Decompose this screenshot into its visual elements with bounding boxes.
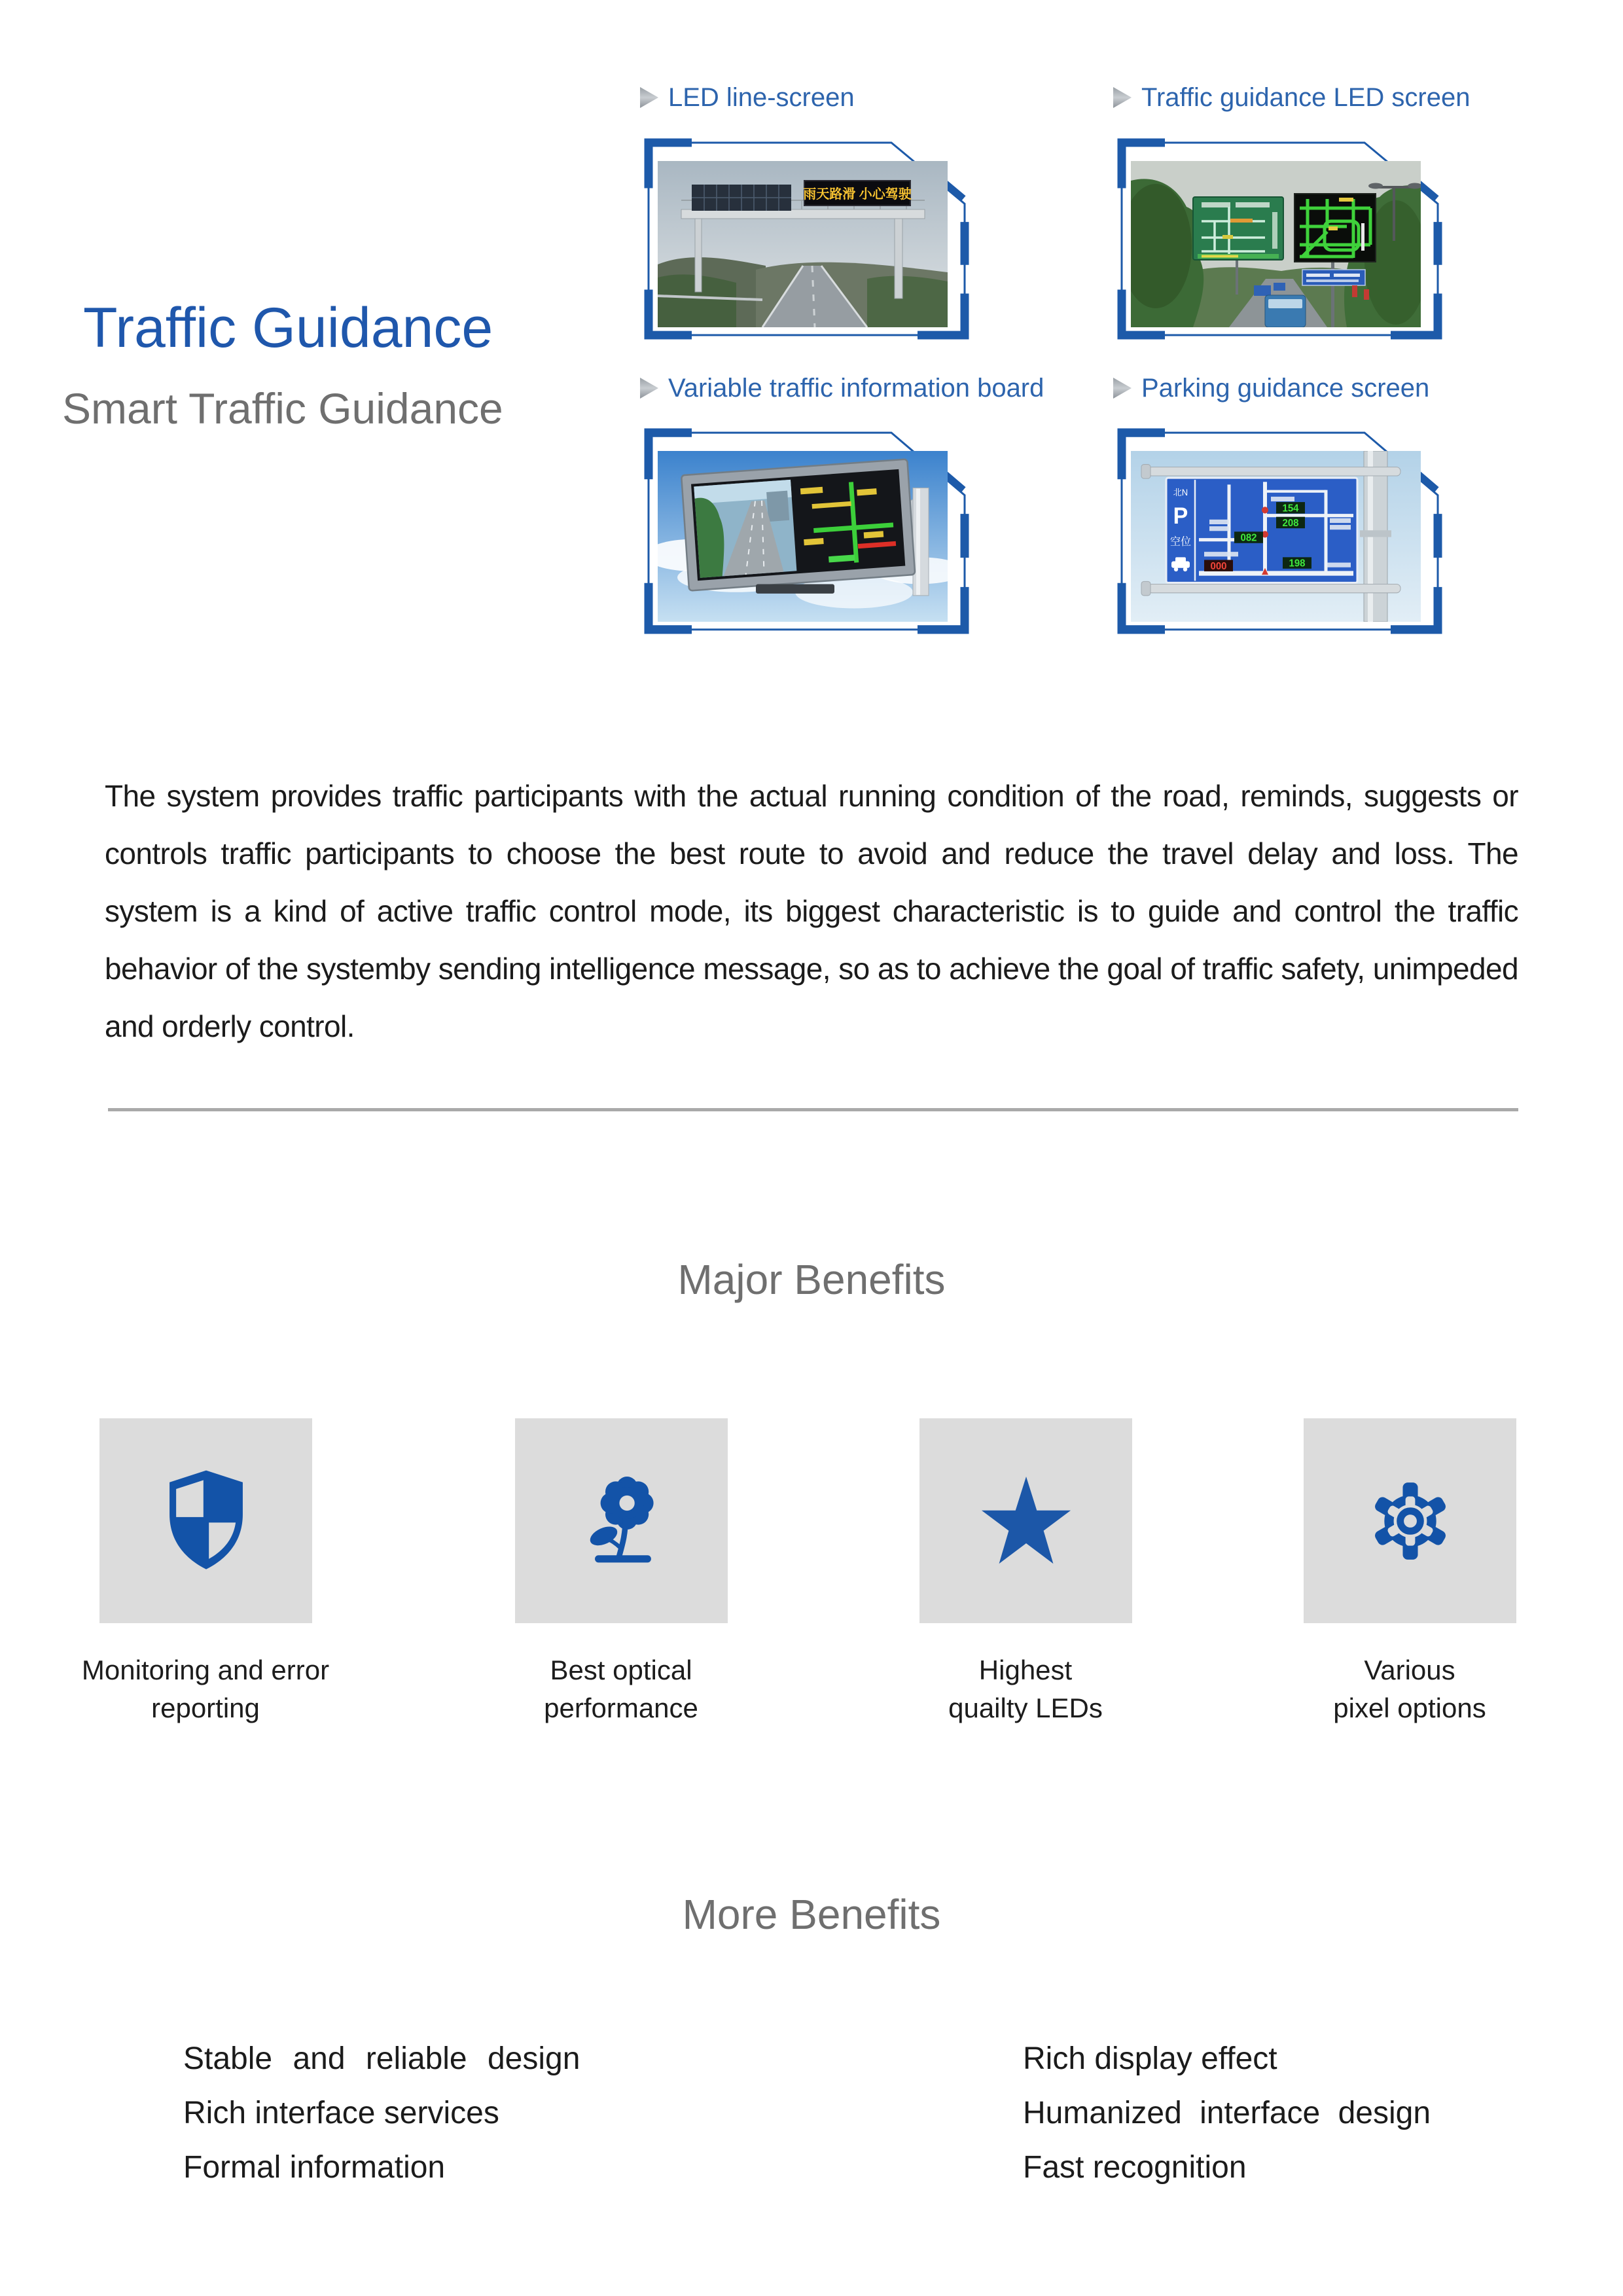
more-benefits-left-list — [183, 2032, 580, 2195]
list-item: Formal information — [183, 2150, 446, 2185]
panel-frame — [639, 137, 970, 340]
benefit-label-line: pixel options — [1333, 1693, 1486, 1723]
panel-frame — [639, 427, 970, 635]
arrow-right-icon — [1113, 377, 1132, 399]
list-item: Fast recognition — [1023, 2150, 1247, 2185]
benefit-label-line: Best optical — [550, 1655, 692, 1685]
benefit-label-line: performance — [544, 1693, 698, 1723]
photo-led-line-screen — [658, 161, 948, 327]
slot-count: 208 — [1282, 517, 1299, 529]
benefit-label-line: reporting — [151, 1693, 260, 1723]
parking-p-label: P — [1173, 503, 1188, 529]
distant-blue-sign — [1274, 283, 1285, 291]
panel-frame — [1113, 137, 1443, 340]
slot-count: 082 — [1240, 532, 1257, 544]
list-item: Rich interface services — [183, 2096, 499, 2130]
page-subtitle: Smart Traffic Guidance — [62, 384, 503, 433]
list-item: Humanized interface design — [1023, 2096, 1431, 2130]
benefit-box-pixel — [1304, 1418, 1516, 1623]
flower-center-hole — [619, 1496, 634, 1511]
benefit-label-optical — [471, 1651, 772, 1727]
shield-icon — [160, 1467, 252, 1575]
led-sign — [803, 181, 912, 206]
panel-label — [1113, 373, 1429, 403]
screen-left-image — [694, 480, 796, 578]
flower-ground — [595, 1555, 651, 1562]
panel-frame — [1113, 427, 1443, 635]
benefit-box-optical — [515, 1418, 728, 1623]
benefit-label-line: Monitoring and error — [81, 1655, 330, 1685]
banner — [1352, 285, 1357, 297]
panel-label-text: Parking guidance screen — [1141, 373, 1430, 403]
more-benefits-heading: More Benefits — [682, 1891, 941, 1938]
empty-slots-label: 空位 — [1170, 535, 1191, 548]
slot-count: 154 — [1282, 503, 1299, 514]
panel-label — [1113, 82, 1470, 113]
gear-icon — [1368, 1479, 1452, 1563]
panel-label — [639, 82, 855, 113]
benefit-box-quality — [919, 1418, 1132, 1623]
black-led-board — [1294, 194, 1376, 262]
solar-array — [692, 185, 791, 211]
board-mount — [756, 584, 834, 593]
major-benefits-heading: Major Benefits — [677, 1256, 946, 1303]
photo-parking-guidance — [1131, 451, 1421, 622]
arrow-right-icon — [1113, 86, 1132, 109]
display-board — [681, 459, 915, 590]
page-title: Traffic Guidance — [83, 296, 493, 359]
panel-label-text: LED line-screen — [668, 82, 855, 112]
bus — [1265, 295, 1306, 327]
star-icon — [978, 1475, 1075, 1568]
slot-count: 198 — [1289, 558, 1306, 569]
blue-sign — [1302, 270, 1365, 285]
list-item: Stable and reliable design — [183, 2041, 580, 2076]
slot-count-full: 000 — [1210, 560, 1227, 572]
benefit-label-quality — [875, 1651, 1176, 1727]
photo-traffic-guidance — [1131, 161, 1421, 327]
led-sign-text: 雨天路滑 小心驾驶 — [803, 187, 912, 202]
compass-label: 北N — [1173, 487, 1188, 497]
list-item: Rich display effect — [1023, 2041, 1277, 2076]
distant-blue-sign — [1254, 285, 1271, 296]
benefit-label-line: quailty LEDs — [948, 1693, 1103, 1723]
flower-icon — [577, 1467, 666, 1575]
photo-variable-board — [658, 451, 948, 622]
intro-paragraph: The system provides traffic participants with the actual running condition of the road, reminds, suggests or controls traffic participants to choose the best route to avoid and reduce the travel delay and loss. The system is a kind of active traffic control mode, its biggest characteristic is to guide and control the traffic behavior of the systemby sending intelligence message, so as to achieve the goal of traffic safety, unimpeded and orderly control. — [105, 779, 1518, 1043]
vegetation-right — [867, 276, 948, 327]
section-divider — [108, 1108, 1518, 1111]
benefit-label-line: Highest — [978, 1655, 1073, 1685]
parking-board — [1166, 478, 1357, 583]
benefit-label-line: Various — [1364, 1655, 1455, 1685]
arrow-right-icon — [639, 86, 659, 109]
arrow-right-icon — [639, 377, 659, 399]
benefit-label-monitoring — [55, 1651, 356, 1727]
panel-label — [639, 373, 1044, 403]
map-dot — [1262, 507, 1268, 513]
banner — [1364, 289, 1369, 300]
panel-label-text: Variable traffic information board — [668, 373, 1044, 403]
panel-label-text: Traffic guidance LED screen — [1141, 82, 1471, 112]
more-benefits-right-list — [1023, 2032, 1431, 2195]
benefit-label-pixel — [1259, 1651, 1560, 1727]
benefit-box-monitoring — [99, 1418, 312, 1623]
green-guidance-board — [1193, 197, 1283, 260]
sign-pole — [1236, 259, 1238, 295]
